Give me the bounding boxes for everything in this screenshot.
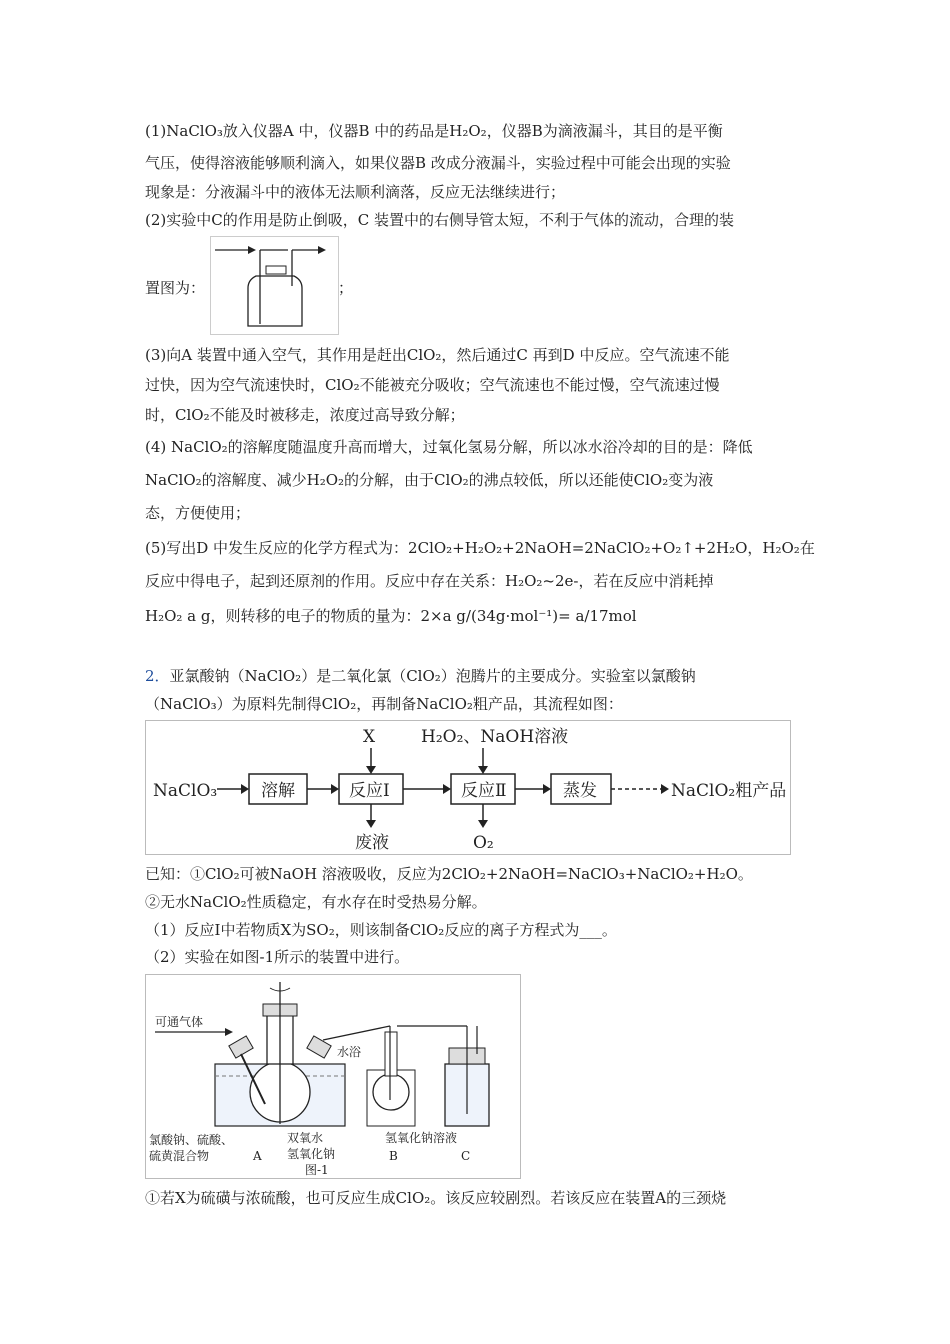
answer-line-13: 反应中得电子，起到还原剂的作用。反应中存在关系：H₂O₂~2e-，若在反应中消耗掉 bbox=[145, 572, 714, 590]
label-bath: 水浴 bbox=[337, 1045, 362, 1059]
answer-line-9: (4) NaClO₂的溶解度随温度升高而增大，过氧化氢易分解，所以冰水浴冷却的目的是：降低 bbox=[145, 438, 753, 456]
label-naoh-a: 氢氧化钠 bbox=[287, 1147, 336, 1161]
flow-start: NaClO₃ bbox=[153, 781, 218, 801]
answer-line-12: (5)写出D 中发生反应的化学方程式为：2ClO₂+H₂O₂+2NaOH=2NaClO₂+O₂↑+2H₂O，H₂O₂在 bbox=[145, 539, 815, 557]
answer-line-1: (1)NaClO₃放入仪器A 中，仪器B 中的药品是H₂O₂，仪器B为滴液漏斗，其目的是平衡 bbox=[145, 122, 723, 140]
answer-line-5-end: ； bbox=[338, 279, 354, 297]
flow-o2: O₂ bbox=[473, 833, 494, 853]
label-mix-2: 硫黄混合物 bbox=[149, 1149, 210, 1163]
subquestion-2-1: ①若X为硫磺与浓硫酸，也可反应生成ClO₂。该反应较剧烈。若该反应在装置A的三颈烧 bbox=[145, 1189, 727, 1207]
flow-product: NaClO₂粗产品 bbox=[671, 781, 787, 801]
answer-line-4: (2)实验中C的作用是防止倒吸，C 装置中的右侧导管太短，不利于气体的流动，合理的装 bbox=[145, 211, 734, 229]
flow-evap: 蒸发 bbox=[563, 781, 597, 801]
question-number: 2． bbox=[145, 667, 170, 685]
question-2-line-2: （NaClO₃）为原料先制得ClO₂，再制备NaClO₂粗产品，其流程如图： bbox=[145, 695, 623, 713]
flow-waste: 废液 bbox=[355, 833, 389, 853]
label-B: B bbox=[389, 1149, 398, 1163]
answer-line-3: 现象是：分液漏斗中的液体无法顺利滴落，反应无法继续进行； bbox=[145, 183, 566, 201]
question-2-line-1 bbox=[145, 666, 696, 686]
flow-r1: 反应Ⅰ bbox=[349, 781, 390, 801]
answer-line-7: 过快，因为空气流速快时，ClO₂不能被充分吸收；空气流速也不能过慢，空气流速过慢 bbox=[145, 376, 720, 394]
figure-caption: 图-1 bbox=[305, 1163, 329, 1177]
answer-line-11: 态，方便使用； bbox=[145, 504, 251, 522]
flow-r2: 反应Ⅱ bbox=[461, 781, 507, 801]
answer-line-10: NaClO₂的溶解度、减少H₂O₂的分解，由于ClO₂的沸点较低，所以还能使ClO₂变为液 bbox=[145, 471, 714, 489]
label-gas: 可通气体 bbox=[155, 1015, 204, 1029]
flow-reagents: H₂O₂、NaOH溶液 bbox=[421, 727, 569, 747]
label-naoh-sol: 氢氧化钠溶液 bbox=[385, 1131, 458, 1145]
known-2: ②无水NaClO₂性质稳定，有水存在时受热易分解。 bbox=[145, 893, 487, 911]
gas-bottle-figure bbox=[210, 236, 340, 336]
question-2-text: 亚氯酸钠（NaClO₂）是二氧化氯（ClO₂）泡腾片的主要成分。实验室以氯酸钠 bbox=[169, 667, 696, 685]
answer-line-6: (3)向A 装置中通入空气，其作用是赶出ClO₂，然后通过C 再到D 中反应。空气流速不能 bbox=[145, 346, 730, 364]
label-h2o2: 双氧水 bbox=[287, 1131, 324, 1145]
subquestion-2: （2）实验在如图-1所示的装置中进行。 bbox=[145, 948, 410, 966]
known-1: 已知：①ClO₂可被NaOH 溶液吸收，反应为2ClO₂+2NaOH=NaClO₃+NaClO₂+H₂O。 bbox=[145, 865, 753, 883]
label-mix-1: 氯酸钠、硫酸、 bbox=[149, 1133, 234, 1147]
label-A: A bbox=[253, 1149, 262, 1163]
answer-line-2: 气压，使得溶液能够顺利滴入，如果仪器B 改成分液漏斗，实验过程中可能会出现的实验 bbox=[145, 154, 731, 172]
label-C: C bbox=[461, 1149, 471, 1163]
subquestion-1: （1）反应Ⅰ中若物质X为SO₂，则该制备ClO₂反应的离子方程式为___。 bbox=[145, 921, 617, 939]
process-flow-diagram bbox=[145, 720, 791, 855]
answer-line-14: H₂O₂ a g，则转移的电子的物质的量为：2×a g/(34g·mol⁻¹)= a/17mol bbox=[145, 607, 637, 625]
flow-dissolve: 溶解 bbox=[261, 781, 295, 801]
apparatus-figure bbox=[145, 974, 521, 1179]
answer-line-8: 时，ClO₂不能及时被移走，浓度过高导致分解； bbox=[145, 406, 465, 424]
flow-x: X bbox=[363, 727, 376, 747]
answer-line-5: 置图为： bbox=[145, 279, 206, 297]
